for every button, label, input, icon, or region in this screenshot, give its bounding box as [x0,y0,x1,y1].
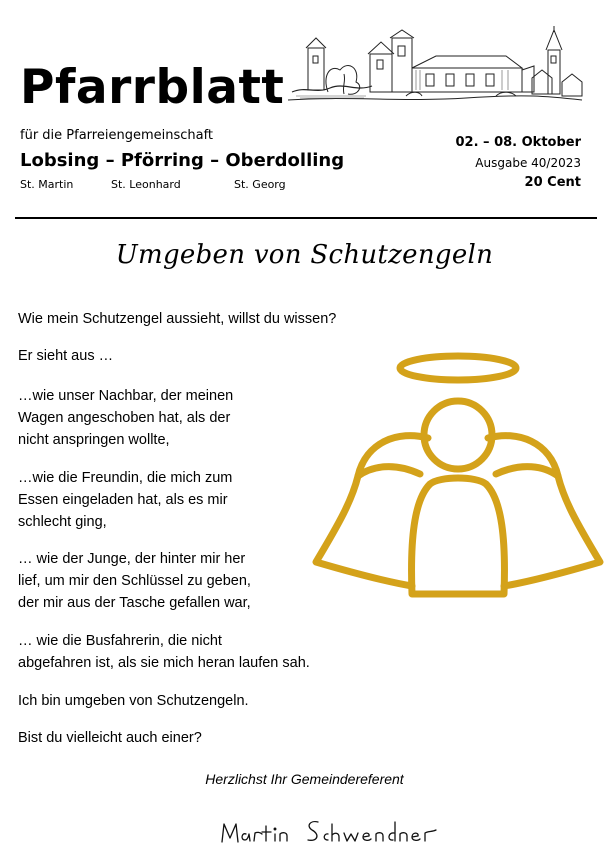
saint-georg: St. Georg [234,178,286,191]
poem-line: Wie mein Schutzengel aussieht, willst du wissen? [18,311,337,327]
masthead-title: Pfarrblatt [20,60,285,115]
poem-paragraph [18,690,249,712]
poem-paragraph [18,467,232,533]
parishes-line: Lobsing – Pförring – Oberdolling [20,150,345,171]
poem-paragraph [18,727,202,749]
poem-line: Er sieht aus … [18,348,114,364]
poem-paragraph [18,630,310,674]
poem-paragraph [18,345,113,367]
poem-line: Essen eingeladen hat, als es mir [18,492,228,508]
issue-date-range: 02. – 08. Oktober [455,135,581,150]
subtitle: für die Pfarreiengemeinschaft [20,128,214,143]
poem-line: der mir aus der Tasche gefallen war, [18,595,251,611]
saint-leonhard: St. Leonhard [111,178,181,191]
angel-icon [310,350,606,600]
poem-line: abgefahren ist, als sie mich heran laufen sah. [18,655,310,671]
poem-line: … wie der Junge, der hinter mir her [18,551,246,567]
poem-line: …wie die Freundin, die mich zum [18,470,233,486]
poem-paragraph [18,548,251,614]
poem-paragraph [18,385,233,451]
saint-martin: St. Martin [20,178,74,191]
issue-price: 20 Cent [524,175,581,190]
article-headline: Umgeben von Schutzengeln [115,240,494,270]
poem-line: Wagen angeschoben hat, als der [18,410,231,426]
church-drawing-icon [286,26,584,106]
signature-drawing [218,812,443,850]
issue-edition: Ausgabe 40/2023 [475,156,581,170]
poem-line: Bist du vielleicht auch einer? [18,730,202,746]
poem-line: schlecht ging, [18,514,107,530]
header-rule [15,217,597,219]
poem-paragraph [18,308,336,330]
poem-line: lief, um mir den Schlüssel zu geben, [18,573,251,589]
poem-line: … wie die Busfahrerin, die nicht [18,633,222,649]
signoff: Herzlichst Ihr Gemeindereferent [205,771,404,787]
poem-line: nicht anspringen wollte, [18,432,170,448]
poem-line: …wie unser Nachbar, der meinen [18,388,234,404]
poem-line: Ich bin umgeben von Schutzengeln. [18,693,249,709]
